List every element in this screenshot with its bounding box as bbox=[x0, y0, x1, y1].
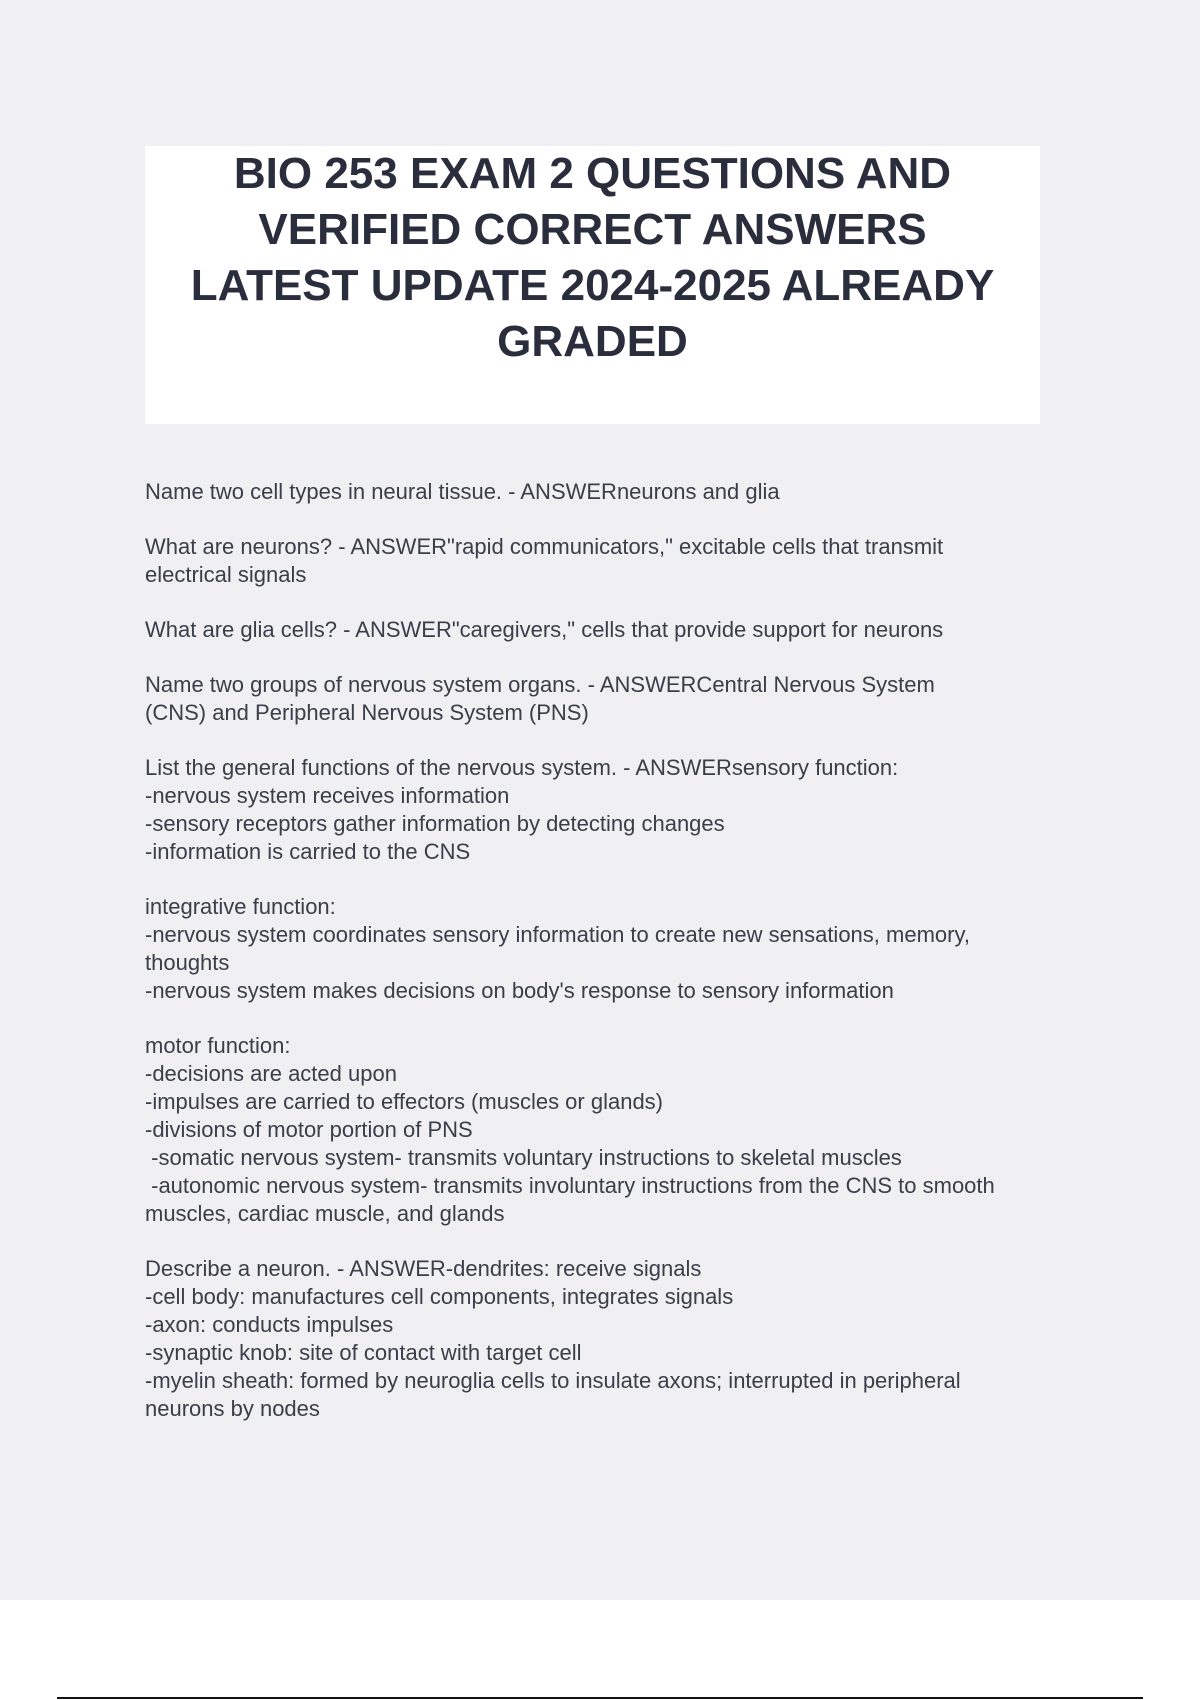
qa-item: Name two cell types in neural tissue. - ANSWERneurons and glia bbox=[145, 479, 780, 504]
title-box bbox=[145, 146, 1040, 424]
qa-item: What are glia cells? - ANSWER"caregivers," cells that provide support for neurons bbox=[145, 617, 944, 642]
qa-item: What are neurons? - ANSWER"rapid communicators," excitable cells that transmit electrical signals bbox=[145, 534, 944, 587]
qa-item: integrative function: -nervous system coordinates sensory information to create new sensations, memory, thoughts -nervous system makes decisions on body's response to sensory information bbox=[145, 894, 970, 1003]
qa-item: motor function: -decisions are acted upon -impulses are carried to effectors (muscles or glands) -divisions of motor portion of PNS -somatic nervous system- transmits voluntary instructions to skeletal muscles -autonomic nervous system- transmits involuntary instructions from the CNS to smooth muscles, cardiac muscle, and glands bbox=[145, 1033, 995, 1226]
qa-item: Describe a neuron. - ANSWER-dendrites: receive signals -cell body: manufactures cell components, integrates signals -axon: conducts impulses -synaptic knob: site of contact with target cell -myelin sheath: formed by neuroglia cells to insulate axons; interrupted in peripheral neurons by nodes bbox=[145, 1256, 961, 1421]
footer-divider bbox=[57, 1697, 1143, 1699]
document-title: BIO 253 EXAM 2 QUESTIONS AND VERIFIED CORRECT ANSWERS LATEST UPDATE 2024-2025 ALREADY GRADED bbox=[190, 149, 995, 366]
qa-list bbox=[145, 478, 1095, 1450]
qa-item: Name two groups of nervous system organs. - ANSWERCentral Nervous System (CNS) and Peripheral Nervous System (PNS) bbox=[145, 672, 935, 725]
qa-item: List the general functions of the nervous system. - ANSWERsensory function: -nervous system receives information -sensory receptors gather information by detecting changes -information is carried to the CNS bbox=[145, 755, 899, 864]
